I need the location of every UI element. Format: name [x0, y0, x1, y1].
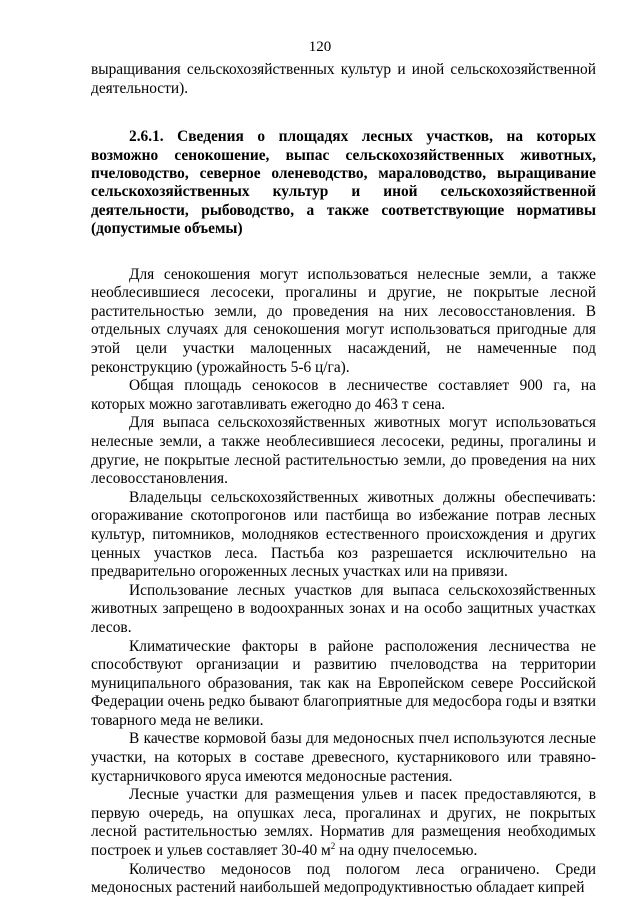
document-body	[91, 61, 596, 898]
paragraph-honey-plants: Количество медоносов под пологом леса ограничено. Среди медоносных растений наибольшей медопродуктивностью обладает кипрей	[91, 860, 596, 897]
paragraph-owners-duties: Владельцы сельскохозяйственных животных должны обеспечивать: огораживание скотопрогонов или пастбища во избежание потрав лесных культур, питомников, молодняков естественного происхождения и других ценных участков леса. Пастьба коз разрешается исключительно на предварительно огороженных лесных участках или на привязи.	[91, 488, 596, 581]
apiaries-text-end: на одну пчелосемью.	[335, 842, 478, 860]
paragraph-hay-mowing: Для сенокошения могут использоваться нелесные земли, а также необлесившиеся лесосеки, прогалины и другие, не покрытые лесной растительностью земли, до проведения на них лесовосстановления. В отдельных случаях для сенокошения могут использоваться пригодные для этой цели участки малоценных насаждений, не намеченные под реконструкцию (урожайность 5-6 ц/га).	[91, 265, 596, 376]
superscript-squared: 2	[330, 840, 336, 851]
paragraph-forage-base: В качестве кормовой базы для медоносных пчел используются лесные участки, на которых в составе древесного, кустарникового или травяно-кустарничкового яруса имеются медоносные растения.	[91, 730, 596, 785]
paragraph-climate: Климатические факторы в районе расположения лесничества не способствуют организации и развитию пчеловодства на территории муниципального образования, так как на Европейском севере Российской Федерации очень редко бывают благоприятные для медосбора годы и взятки товарного меда не велики.	[91, 637, 596, 729]
paragraph-continuation: выращивания сельскохозяйственных культур и иной сельскохозяйственной деятельности).	[91, 61, 596, 97]
paragraph-hay-area: Общая площадь сенокосов в лесничестве составляет 900 га, на которых можно заготавливать ежегодно до 463 т сена.	[91, 377, 596, 413]
spacer	[91, 239, 596, 266]
paragraph-grazing-ban: Использование лесных участков для выпаса сельскохозяйственных животных запрещено в водоохранных зонах и на особо защитных участках лесов.	[91, 581, 596, 636]
paragraph-apiaries	[91, 786, 596, 860]
paragraph-grazing: Для выпаса сельскохозяйственных животных могут использоваться нелесные земли, а также необлесившиеся лесосеки, редины, прогалины и другие, не покрытые лесной растительностью земли, до проведения на них лесовосстановления.	[91, 414, 596, 488]
section-heading: 2.6.1. Сведения о площадях лесных участков, на которых возможно сенокошение, выпас сельскохозяйственных животных, пчеловодство, северное оленеводство, мараловодство, выращивание сельскохозяйственных культур и иной сельскохозяйственной деятельности, рыбоводство, а также соответствующие нормативы (допустимые объемы)	[91, 128, 596, 238]
apiaries-text: Лесные участки для размещения ульев и пасек предоставляются, в первую очередь, на опушках леса, прогалинах и других, не покрытых лесной растительностью землях. Норматив для размещения необходимых построек и ульев составляет 30-40 м	[91, 786, 596, 860]
page-number: 120	[308, 39, 332, 55]
